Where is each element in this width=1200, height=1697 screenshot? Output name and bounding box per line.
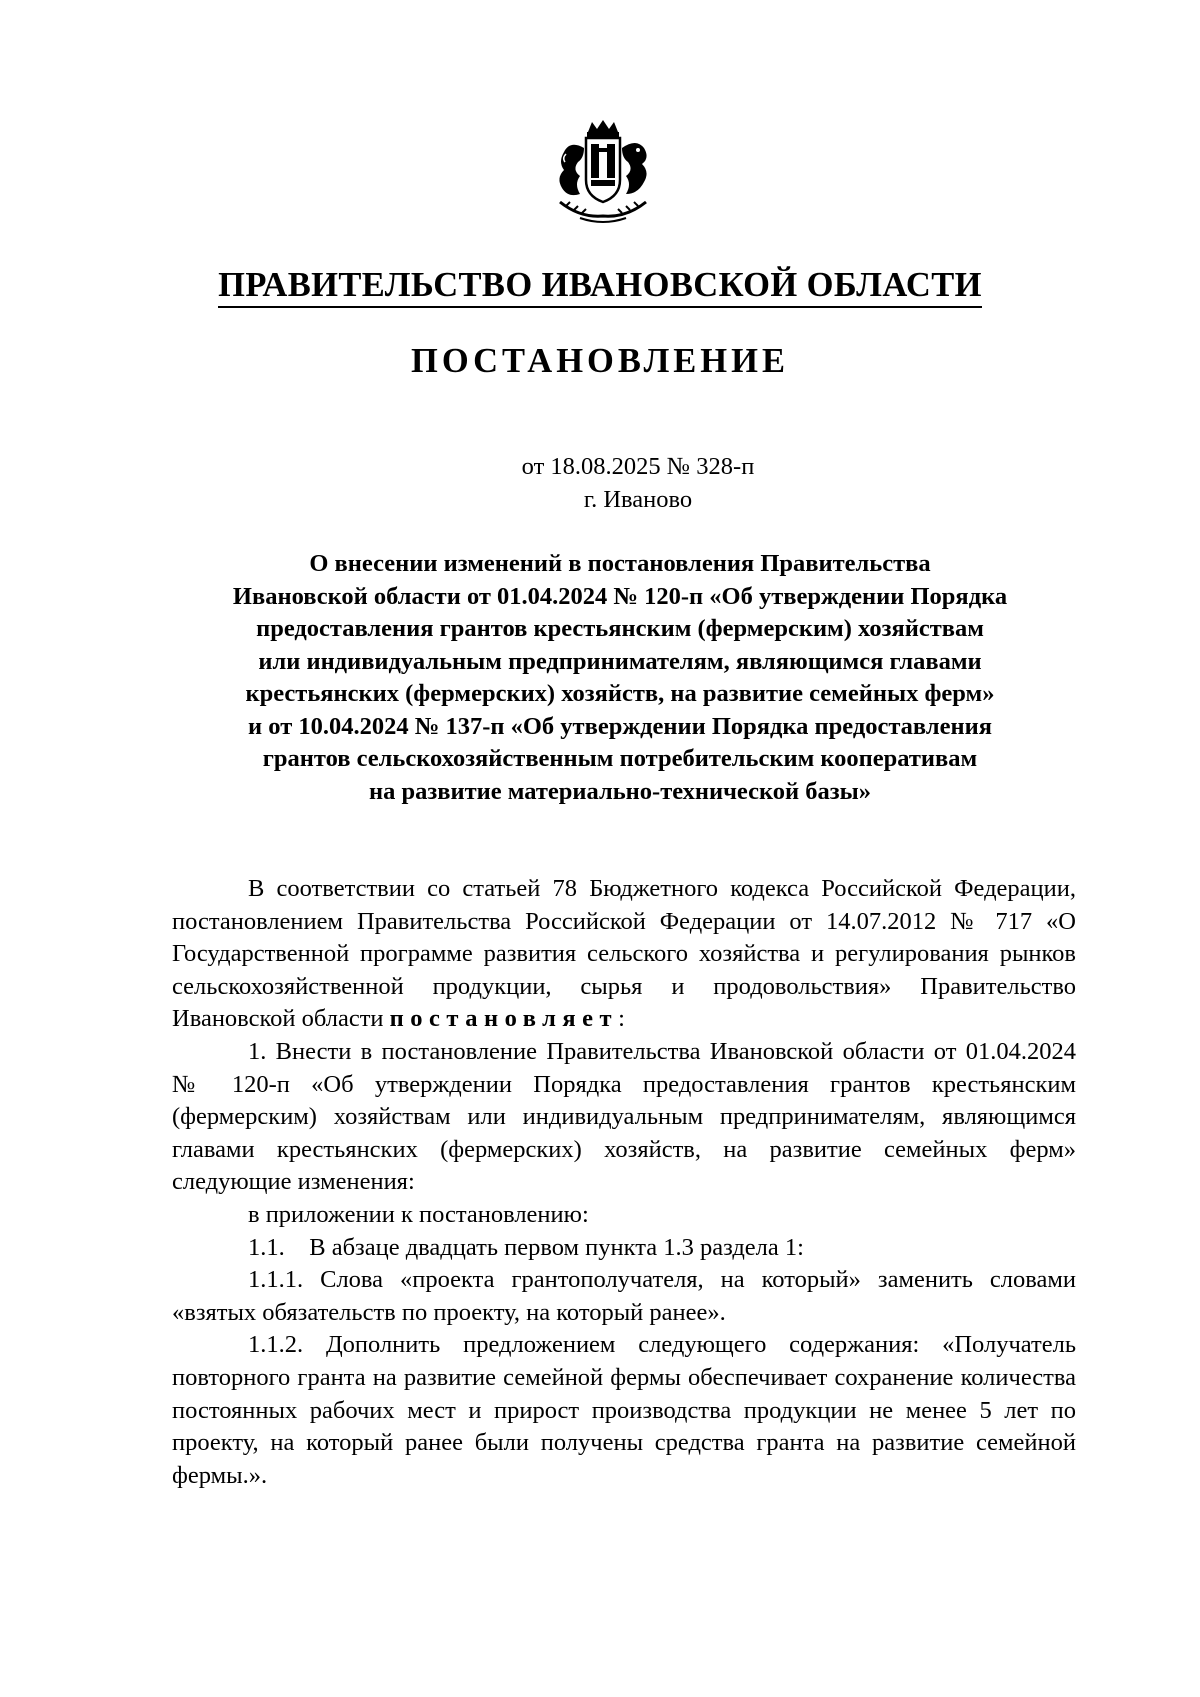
preamble-paragraph [172, 873, 1076, 1036]
subject-line: или индивидуальным предпринимателям, являющимся главами [258, 647, 982, 675]
date-number: от 18.08.2025 № 328-п [521, 453, 755, 480]
subject-line: крестьянских (фермерских) хозяйств, на развитие семейных ферм» [245, 680, 995, 707]
subject-line: грантов сельскохозяйственным потребительским кооперативам [262, 745, 978, 772]
subject-line: предоставления грантов крестьянским (фермерским) хозяйствам [256, 615, 984, 642]
coat-of-arms-icon [550, 118, 656, 228]
document-subject [160, 548, 1080, 808]
document-body [172, 873, 1076, 1492]
subject-line: на развитие материально-технической базы» [369, 777, 871, 805]
government-title [0, 264, 1200, 306]
subject-line: О внесении изменений в постановления Правительства [309, 550, 931, 577]
item-1-1-1: 1.1.1. Слова «проекта грантополучателя, на который» заменить словами «взятых обязательств по проекту, на который ранее». [172, 1266, 1076, 1326]
subject-line: и от 10.04.2024 № 137-п «Об утверждении Порядка предоставления [248, 712, 992, 740]
appendix-note: в приложении к постановлению: [248, 1200, 589, 1228]
document-type: ПОСТАНОВЛЕНИЕ [411, 342, 789, 380]
item-1: 1. Внести в постановление Правительства Ивановской области от 01.04.2024 № 120-п «Об утверждении Порядка предоставления грантов крестьянским (фермерским) хозяйствам или индивидуальным предпринимателям, являющимся главами крестьянских (фермерских) хозяйств, на развитие семейных ферм» следующие изменения: [172, 1037, 1076, 1196]
decree-word: постановляет [389, 1005, 619, 1033]
preamble-text: В соответствии со статьей 78 Бюджетного кодекса Российской Федерации, постановлением Правительства Российской Федерации от 14.07.2012 № 717 «О Государственной программе развития сельского хозяйства и регулирования рынков сельскохозяйственной продукции, сырья и продовольствия» Правительство Ивановской области [172, 875, 1076, 1033]
item-1-1: 1.1. В абзаце двадцать первом пункта 1.3 раздела 1: [248, 1233, 804, 1261]
government-title-text: ПРАВИТЕЛЬСТВО ИВАНОВСКОЙ ОБЛАСТИ [218, 266, 982, 308]
city: г. Иваново [583, 486, 693, 513]
subject-line: Ивановской области от 01.04.2024 № 120-п «Об утверждении Порядка [232, 582, 1008, 610]
document-meta [0, 450, 1200, 516]
decree-colon: : [618, 1005, 625, 1033]
item-1-1-2: 1.1.2. Дополнить предложением следующего содержания: «Получатель повторного гранта на развитие семейной фермы обеспечивает сохранение количества постоянных рабочих мест и прирост производства продукции не менее 5 лет по проекту, на который ранее были получены средства гранта на развитие семейной фермы.». [172, 1331, 1076, 1489]
